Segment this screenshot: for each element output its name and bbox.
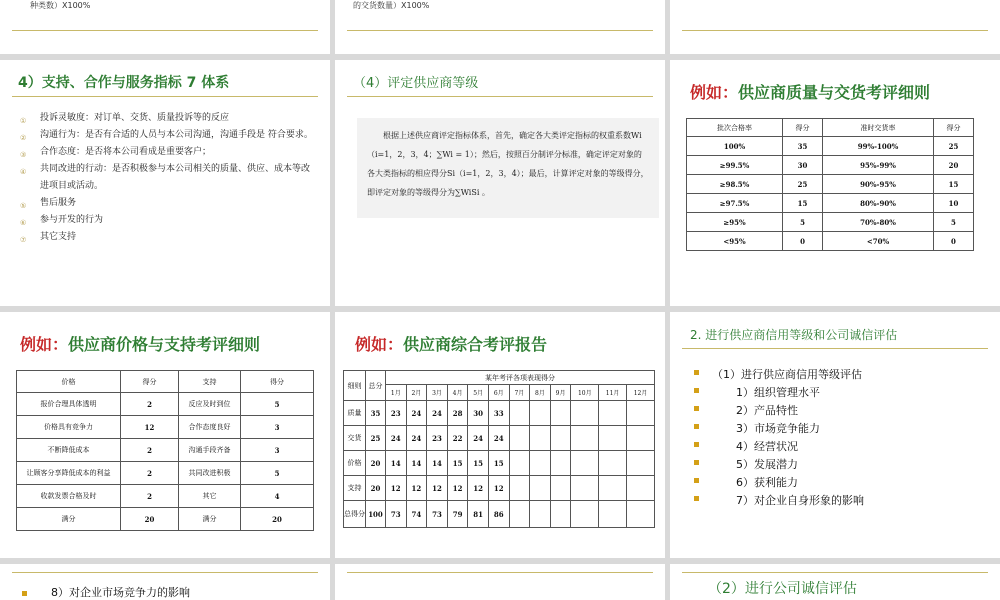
slide-5-line bbox=[347, 96, 653, 97]
list-item: 2）产品特性 bbox=[712, 402, 982, 420]
slide-11-line bbox=[347, 572, 653, 573]
price-support-table: 价格 得分 支持 得分 报价合理具体透明 2 反应及时到位 5 价格具有竞争力 12 合作态度良好 3 不断降低成本 2 沟通手段齐备 3 让顾客分享降低成本的利益 2 共同改进积极 5 收款发票合格及时 2 其它 4 满分 20 满分 20 bbox=[16, 370, 314, 531]
quality-delivery-table: 批次合格率 得分 准时交货率 得分 100% 35 99%-100% 25 ≥99.5% 30 95%-99% 20 ≥98.5% 25 90%-95% 15 ≥97.5% 15 80%-90% 10 ≥95% 5 70%-80% 5 <95% 0 <70% 0 bbox=[686, 118, 974, 251]
slide-2 bbox=[335, 0, 665, 54]
slide-11 bbox=[335, 564, 665, 600]
slide-12-title: （2）进行公司诚信评估 bbox=[708, 581, 857, 597]
list-item: 3）市场竞争能力 bbox=[712, 420, 982, 438]
summary-report-table: 细则 总分 某年考评各项表现得分 1月 2月 3月 4月 5月 6月 7月 8月 9月 10月 11月 12月 质量 35 23 24 24 28 30 33 交货 25 24 24 23 22 24 24 价格 20 14 14 14 15 15 15 支持 20 12 12 12 12 12 12 总得分 100 73 74 73 79 81 86 bbox=[343, 370, 655, 528]
list-item: ⑤ 售后服务 bbox=[20, 198, 77, 210]
formula-box: 根据上述供应商评定指标体系，首先，确定各大类评定指标的权重系数Wi（i=1，2，3，4；∑Wi = 1）；然后，按照百分制评分标准，确定评定对象的各大类指标的相应得分Si（i=1，2，3，4）；最后，计算评定对象的等级得分，即评定对象的等级得分为∑WiSi 。 bbox=[357, 118, 659, 218]
slide-12-line bbox=[682, 572, 988, 573]
list-item: ⑦ 其它支持 bbox=[20, 232, 77, 244]
slide-9-list bbox=[712, 366, 982, 510]
list-item: 4）经营状况 bbox=[712, 438, 982, 456]
slide-1-line bbox=[12, 30, 318, 31]
slide-3-line bbox=[682, 30, 988, 31]
slide-10-line bbox=[12, 572, 318, 573]
list-item: ③ 合作态度：是否将本公司看成是重要客户； bbox=[20, 147, 212, 159]
slide-6 bbox=[670, 60, 1000, 306]
slide-1 bbox=[0, 0, 330, 54]
list-item: 6）获利能力 bbox=[712, 474, 982, 492]
slide-10-item: 8）对企业市场竞争力的影响 bbox=[22, 584, 190, 600]
slide-6-title: 例如：供应商质量与交货考评细则 bbox=[690, 83, 931, 102]
slide-8 bbox=[335, 312, 665, 558]
list-item: 7）对企业自身形象的影响 bbox=[712, 492, 982, 510]
list-item: ① 投诉灵敏度：对订单、交货、质量投诉等的反应 bbox=[20, 113, 230, 125]
list-item: 5）发展潜力 bbox=[712, 456, 982, 474]
slide-12 bbox=[670, 564, 1000, 600]
list-item: ⑥ 参与开发的行为 bbox=[20, 215, 104, 227]
slide-7-title: 例如：供应商价格与支持考评细则 bbox=[20, 335, 261, 354]
slide-1-text: 种类数）X100% bbox=[30, 1, 91, 10]
list-item: ④ 共同改进的行动：是否积极参与本公司相关的质量、供应、成本等改进项目或活动。 bbox=[20, 164, 311, 191]
slide-5 bbox=[335, 60, 665, 306]
slide-7 bbox=[0, 312, 330, 558]
slide-9-title: 2. 进行供应商信用等级和公司诚信评估 bbox=[690, 328, 898, 342]
slide-10 bbox=[0, 564, 330, 600]
slide-2-text: 的交货数量）X100% bbox=[353, 1, 430, 10]
slide-4-list bbox=[20, 110, 315, 246]
slide-4-line bbox=[12, 96, 318, 97]
slide-5-title: （4）评定供应商等级 bbox=[353, 76, 479, 91]
slide-8-title: 例如：供应商综合考评报告 bbox=[355, 335, 548, 354]
slide-2-line bbox=[347, 30, 653, 31]
slide-9-line bbox=[682, 348, 988, 349]
slide-9 bbox=[670, 312, 1000, 558]
slide-4 bbox=[0, 60, 330, 306]
list-item: ② 沟通行为：是否有合适的人员与本公司沟通，沟通手段是 符合要求。 bbox=[20, 130, 313, 142]
list-item: （1）进行供应商信用等级评估 bbox=[712, 366, 982, 384]
list-item: 1）组织管理水平 bbox=[712, 384, 982, 402]
slide-4-title: 4）支持、合作与服务指标 7 体系 bbox=[18, 75, 230, 91]
slide-3 bbox=[670, 0, 1000, 54]
